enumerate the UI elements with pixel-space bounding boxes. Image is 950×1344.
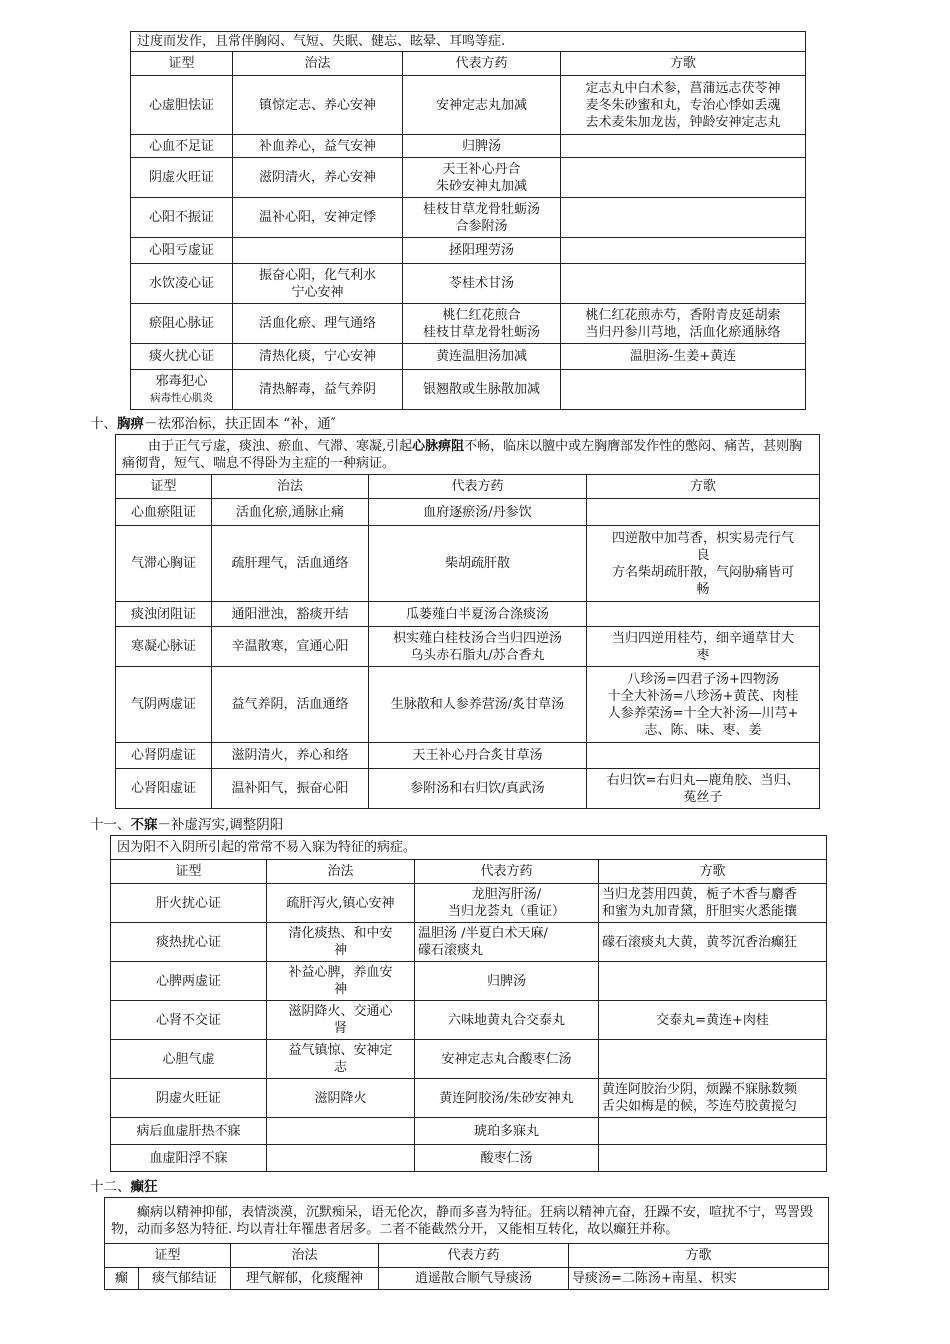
fangji-cell: 酸枣仁汤 [415,1145,599,1172]
zhifa-line: 振奋心阳，化气利水 [258,267,376,283]
zheng-cell: 痰火扰心证 [131,344,233,370]
zhifa-line: 肾 [333,1021,347,1036]
fangge-cell [599,962,827,1001]
table-row [111,1118,827,1145]
zhifa-cell [267,1001,415,1040]
zhifa-cell: 清热化痰，宁心安神 [233,344,403,370]
fangge-cell [599,1118,827,1145]
fangge-cell [561,158,806,198]
fangge-line: 菟丝子 [683,789,723,805]
xinji-section [130,31,806,410]
fangge-cell [561,304,806,344]
fangge-cell [587,499,820,526]
zheng-cell: 气滞心胸证 [116,526,212,602]
table-row [116,627,820,667]
col-zheng-header: 证型 [105,1244,231,1268]
col-zhifa-header: 治法 [212,475,369,499]
fangji-cell [415,884,599,923]
zhifa-line: 滋阴降火、交通心 [288,1004,393,1019]
zheng-cell: 心血瘀阻证 [116,499,212,526]
table-row [131,264,806,304]
zhifa-cell: 滋阴清火，养心和络 [212,743,369,769]
diankuang-intro: 癫病以精神抑郁，表情淡漠，沉默痴呆，语无伦次，静而多喜为特征。狂病以精神亢奋，狂躁不安，喧扰不宁，骂詈毁物，动而多怒为特征. 均以青壮年罹患者居多。二者不能截然分开，又能相互转化，故以癫狂并称。 [105,1198,829,1244]
zheng-cell: 心阳亏虚证 [131,238,233,264]
zhifa-cell: 活血化瘀,通脉止痛 [212,499,369,526]
zheng-cell: 肝火扰心证 [111,884,267,923]
fangge-cell [599,1145,827,1172]
bumei-heading [90,817,283,834]
zheng-cell: 水饮凌心证 [131,264,233,304]
zhifa-line: 神 [333,982,347,997]
zhifa-cell [267,923,415,962]
zhifa-cell [267,1118,415,1145]
zhifa-cell: 通阳泄浊，豁痰开结 [212,602,369,627]
zheng-cell: 心血不足证 [131,135,233,158]
col-fangge-header: 方歌 [599,860,827,884]
zhifa-cell: 活血化瘀、理气通络 [233,304,403,344]
heading-number: 十二、 [90,1179,131,1195]
fangji-cell: 安神定志丸加减 [403,76,561,135]
col-fangge-header: 方歌 [561,52,806,76]
fangge-line: 黄连阿胶治少阴，烦躁不寐脉数频 [602,1082,798,1097]
fangji-cell: 血府逐瘀汤/丹参饮 [369,499,587,526]
fangji-cell [403,158,561,198]
col-fangji-header: 代表方药 [369,475,587,499]
zheng-cell: 心肾阴虚证 [116,743,212,769]
zheng-cell: 血虚阳浮不寐 [111,1145,267,1172]
fangge-cell [561,198,806,238]
table-row [111,962,827,1001]
fangji-cell: 拯阳理劳汤 [403,238,561,264]
fangji-cell: 天王补心丹合炙甘草汤 [369,743,587,769]
zheng-cell: 心胆气虚 [111,1040,267,1079]
col-fangge-header: 方歌 [587,475,820,499]
category-cell: 癫 [105,1268,139,1290]
table-row [131,135,806,158]
heading-title: 不寐 [130,817,158,833]
zheng-cell: 心脾两虚证 [111,962,267,1001]
fangge-line: 八珍汤=四君子汤+四物汤 [627,671,779,687]
zhifa-cell: 滋阴清火，养心安神 [233,158,403,198]
zhifa-cell: 温补阳气，振奋心阳 [212,769,369,809]
table-row [111,1001,827,1040]
fangge-line: 十全大补汤=八珍汤+黄芪、肉桂 [607,688,799,704]
table-row [131,158,806,198]
zhifa-cell [267,1040,415,1079]
fangge-line: 桃仁红花煎赤芍，香附青皮延胡索 [585,307,781,323]
fangji-line: 枳实薤白桂枝汤合当归四逆汤 [392,630,562,646]
table-row [131,76,806,135]
col-zheng-header: 证型 [131,52,233,76]
zheng-cell: 心肾阳虚证 [116,769,212,809]
col-fangge-header: 方歌 [569,1244,829,1268]
table-row [116,526,820,602]
heading-title: 癫狂 [130,1179,158,1195]
table-row [116,499,820,526]
zhifa-cell: 温补心阳，安神定悸 [233,198,403,238]
fangji-line: 温胆汤 /半夏白术天麻/ [418,926,548,941]
fangge-cell: 温胆汤-生姜+黄连 [561,344,806,370]
fangge-cell [561,238,806,264]
fangge-cell: 导痰汤=二陈汤+南星、枳实 [569,1268,829,1290]
fangge-line: 四逆散中加芎香，枳实易壳行气 [612,530,795,546]
zheng-cell: 痰气郁结证 [139,1268,231,1290]
col-zhifa-header: 治法 [231,1244,379,1268]
fangge-line: 枣 [696,647,710,663]
table-row [116,667,820,743]
fangji-cell: 归脾汤 [403,135,561,158]
col-zheng-header: 证型 [116,475,212,499]
fangji-cell: 六味地黄丸合交泰丸 [415,1001,599,1040]
zhifa-cell [233,238,403,264]
table-row [111,923,827,962]
heading-principle: －补虚泻实,调整阴阳 [157,817,284,833]
table-row [131,370,806,410]
fangji-cell [369,627,587,667]
fangji-cell: 瓜蒌薤白半夏汤合涤痰汤 [369,602,587,627]
zheng-cell: 心肾不交证 [111,1001,267,1040]
heading-principle: －祛邪治标，扶正固本 “补，通″ [144,416,336,432]
zhifa-line: 宁心安神 [291,284,344,300]
fangge-line: 和蜜为丸加青黛，肝胆实火悉能攘 [602,904,798,919]
fangge-cell [587,743,820,769]
fangge-line: 舌尖如梅是的候，芩连芍胶黄搅匀 [602,1099,798,1114]
fangji-cell [415,923,599,962]
zheng-cell: 痰浊闭阻证 [116,602,212,627]
intro-text: 由于正气亏虚，痰浊、瘀血、气滞、寒凝,引起 [148,438,413,454]
fangge-cell [599,1079,827,1118]
zhifa-cell: 益气养阴，活血通络 [212,667,369,743]
col-fangji-header: 代表方药 [403,52,561,76]
zhifa-cell: 理气解郁，化痰醒神 [231,1268,379,1290]
fangge-cell: 礞石滚痰丸大黄，黄芩沉香治癫狂 [599,923,827,962]
zhifa-cell [267,1145,415,1172]
fangge-cell [561,135,806,158]
bumei-intro: 因为阳不入阴所引起的常常不易入寐为特征的病症。 [111,836,827,860]
fangji-cell: 琥珀多寐丸 [415,1118,599,1145]
col-fangji-header: 代表方药 [379,1244,569,1268]
bumei-section [110,835,827,1172]
fangji-cell: 生脉散和人参养营汤/炙甘草汤 [369,667,587,743]
zhifa-line: 益气镇惊、安神定 [288,1043,393,1058]
diankuang-table [104,1197,829,1290]
fangge-cell [561,76,806,135]
fangji-cell: 归脾汤 [415,962,599,1001]
zhifa-line: 志 [333,1060,347,1075]
zhifa-cell: 疏肝理气，活血通络 [212,526,369,602]
fangji-line: 桃仁红花煎合 [442,307,521,323]
xiongbi-section [115,434,820,809]
heading-number: 十、 [90,416,117,432]
fangge-cell [599,884,827,923]
zheng-cell [131,370,233,410]
fangge-cell [587,627,820,667]
zhifa-cell [267,962,415,1001]
table-row [131,238,806,264]
fangji-cell: 苓桂术甘汤 [403,264,561,304]
diankuang-section [104,1197,829,1290]
fangge-cell [587,602,820,627]
fangge-line: 畅 [696,581,710,597]
zheng-cell: 寒凝心脉证 [116,627,212,667]
zhifa-cell: 滋阴降火 [267,1079,415,1118]
col-zheng-header: 证型 [111,860,267,884]
fangge-line: 志、陈、味、枣、姜 [644,722,762,738]
zheng-note: 病毒性心肌炎 [150,391,213,404]
xiongbi-table [115,434,820,809]
table-row [116,743,820,769]
table-row [131,304,806,344]
fangge-cell: 交泰丸=黄连+肉桂 [599,1001,827,1040]
table-row [105,1268,829,1290]
fangge-line: 良 [696,547,710,563]
zhifa-line: 神 [333,943,347,958]
fangji-line: 乌头赤石脂丸/苏合香丸 [410,647,545,663]
diankuang-heading [90,1179,158,1196]
zhifa-cell: 疏肝泻火,镇心安神 [267,884,415,923]
fangge-line: 当归四逆用桂芍，细辛通草甘大 [612,630,795,646]
table-row [116,602,820,627]
fangge-line: 当归丹参川芎地，活血化瘀通脉络 [585,324,781,340]
xiongbi-intro [116,435,820,475]
intro-keyword: 心脉痹阻 [412,438,465,454]
fangge-cell [587,526,820,602]
zhifa-line: 补益心脾，养血安 [288,965,393,980]
zheng-cell: 阴虚火旺证 [131,158,233,198]
heading-number: 十一、 [90,817,131,833]
fangge-line: 方名柴胡疏肝散，气闷胁痛皆可 [612,564,795,580]
fangge-line: 右归饮=右归丸—鹿角胶、当归、 [606,772,800,788]
fangji-line: 天王补心丹合 [442,161,521,177]
fangji-cell: 逍遥散合顺气导痰汤 [379,1268,569,1290]
fangji-cell: 黄连阿胶汤/朱砂安神丸 [415,1079,599,1118]
bumei-table [110,835,827,1172]
fangji-cell: 黄连温胆汤加减 [403,344,561,370]
table-row [111,1040,827,1079]
zheng-cell: 心虚胆怯证 [131,76,233,135]
heading-title: 胸痹 [117,416,144,432]
fangji-line: 礞石滚痰丸 [418,943,484,958]
fangge-line: 人参养荣汤=十全大补汤—川芎+ [607,705,799,721]
fangge-cell [561,370,806,410]
fangge-cell [561,264,806,304]
fangge-cell [599,1040,827,1079]
fangji-line: 当归龙荟丸（重证） [447,904,565,919]
zheng-cell: 心阳不振证 [131,198,233,238]
fangji-cell: 银翘散或生脉散加减 [403,370,561,410]
zhifa-line: 清化痰热、和中安 [288,926,393,941]
zhifa-cell [233,264,403,304]
intro-text: 不畅，临床以膻中或左胸膺部发作性的憋闷、痛苦，甚则胸痛彻背，短气、喘息不得卧为主症的一种病证。 [122,438,803,471]
fangge-line: 去术麦朱加龙齿，钟龄安神定志丸 [585,114,781,130]
fangji-line: 龙胆泻肝汤/ [471,887,542,902]
col-fangji-header: 代表方药 [415,860,599,884]
zheng-line: 邪毒犯心 [155,373,208,389]
fangji-line: 桂枝甘草龙骨牡蛎汤 [422,201,540,217]
fangji-line: 合参附汤 [455,218,508,234]
fangge-line: 麦冬朱砂蜜和丸，专治心悸如丢魂 [585,97,781,113]
table-row [111,884,827,923]
fangji-cell: 柴胡疏肝散 [369,526,587,602]
table-row [111,1145,827,1172]
zheng-cell: 阴虚火旺证 [111,1079,267,1118]
zheng-cell: 气阴两虚证 [116,667,212,743]
zhifa-cell: 辛温散寒，宣通心阳 [212,627,369,667]
col-zhifa-header: 治法 [233,52,403,76]
xinji-table [130,31,806,410]
fangge-line: 定志丸中白术参，菖蒲远志茯苓神 [585,80,781,96]
zhifa-cell: 镇惊定志、养心安神 [233,76,403,135]
fangge-cell [587,667,820,743]
col-zhifa-header: 治法 [267,860,415,884]
fangge-line: 当归龙荟用四黄，栀子木香与麝香 [602,887,798,902]
zhifa-cell: 清热解毒，益气养阴 [233,370,403,410]
fangji-cell: 安神定志丸合酸枣仁汤 [415,1040,599,1079]
xinji-intro: 过度而发作，且常伴胸闷、气短、失眠、健忘、眩晕、耳鸣等症. [131,32,806,52]
zheng-cell: 痰热扰心证 [111,923,267,962]
table-row [131,344,806,370]
fangji-cell [403,304,561,344]
zheng-cell: 病后血虚肝热不寐 [111,1118,267,1145]
fangji-line: 桂枝甘草龙骨牡蛎汤 [422,324,540,340]
table-row [116,769,820,809]
fangji-cell [403,198,561,238]
fangge-cell [587,769,820,809]
zhifa-cell: 补血养心，益气安神 [233,135,403,158]
fangji-line: 朱砂安神丸加减 [435,178,527,194]
zheng-cell: 瘀阻心脉证 [131,304,233,344]
fangji-cell: 参附汤和右归饮/真武汤 [369,769,587,809]
table-row [111,1079,827,1118]
table-row [131,198,806,238]
xiongbi-heading [90,416,336,433]
